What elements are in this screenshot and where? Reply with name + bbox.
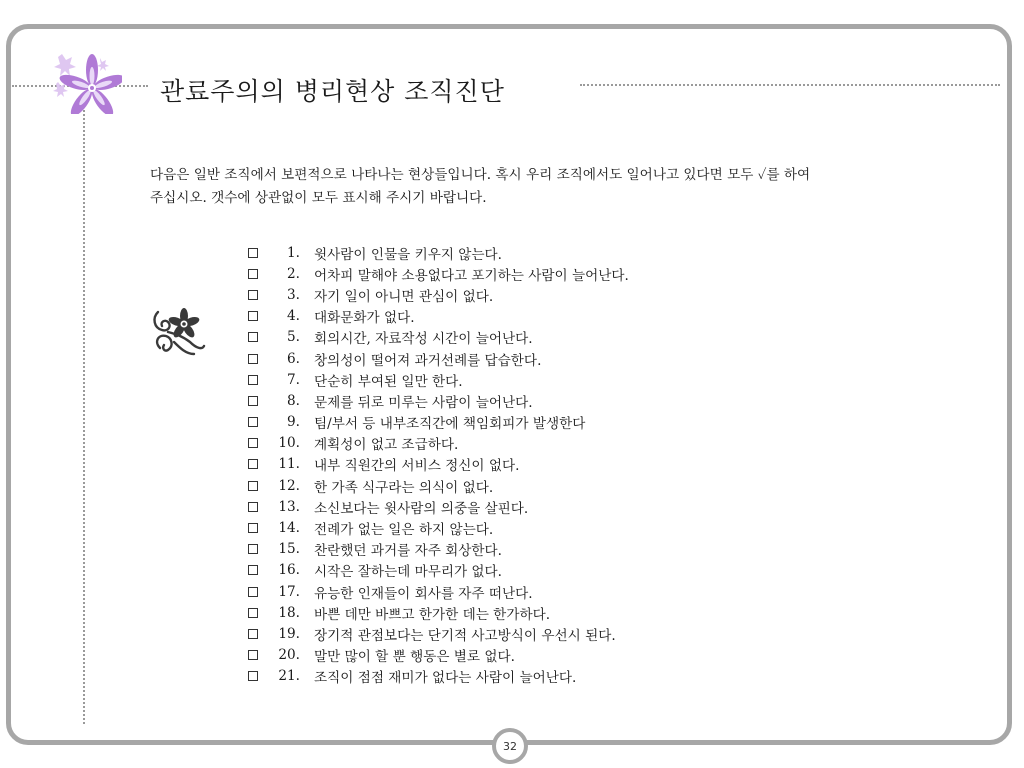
checklist-item (246, 390, 866, 411)
checkbox-icon[interactable] (248, 608, 258, 618)
checkbox-icon[interactable] (248, 523, 258, 533)
item-text: 자기 일이 아니면 관심이 없다. (314, 288, 494, 305)
page-number: 32 (503, 739, 517, 753)
checkbox-icon[interactable] (248, 671, 258, 681)
checkbox-icon[interactable] (248, 481, 258, 491)
item-text: 찬란했던 과거를 자주 회상한다. (314, 543, 502, 560)
item-text: 단순히 부여된 일만 한다. (314, 373, 463, 390)
item-text: 내부 직원간의 서비스 정신이 없다. (314, 458, 520, 475)
item-number: 5. (287, 329, 300, 346)
purple-flower-icon (52, 48, 122, 114)
item-text: 계획성이 없고 조급하다. (314, 437, 459, 454)
checkbox-icon[interactable] (248, 438, 258, 448)
floral-ornament-icon (150, 302, 208, 358)
item-text: 유능한 인재들이 회사를 자주 떠난다. (314, 585, 533, 602)
item-number: 20. (278, 647, 300, 664)
checkbox-icon[interactable] (248, 544, 258, 554)
checklist-item (246, 242, 866, 263)
item-number: 13. (278, 498, 300, 515)
item-text: 시작은 잘하는데 마무리가 없다. (314, 564, 502, 581)
checklist-item (246, 433, 866, 454)
checkbox-icon[interactable] (248, 269, 258, 279)
item-text: 창의성이 떨어져 과거선례를 답습한다. (314, 352, 542, 369)
item-number: 8. (287, 392, 300, 409)
checklist-item (246, 327, 866, 348)
item-text: 말만 많이 할 뿐 행동은 별로 없다. (314, 649, 515, 666)
item-number: 14. (278, 520, 300, 537)
checklist-item (246, 412, 866, 433)
item-number: 21. (278, 668, 300, 685)
checklist-item (246, 348, 866, 369)
checkbox-icon[interactable] (248, 650, 258, 660)
checklist-item (246, 284, 866, 305)
item-text: 조직이 점점 재미가 없다는 사람이 늘어난다. (314, 670, 577, 687)
item-number: 7. (287, 371, 300, 388)
item-number: 15. (278, 541, 300, 558)
checklist-item (246, 369, 866, 390)
item-number: 6. (287, 350, 300, 367)
item-number: 16. (278, 562, 300, 579)
checkbox-icon[interactable] (248, 502, 258, 512)
checklist-item (246, 623, 866, 644)
instructions-line-2: 주십시오. 갯수에 상관없이 모두 표시해 주시기 바랍니다. (150, 190, 487, 206)
instructions-line-1: 다음은 일반 조직에서 보편적으로 나타나는 현상들입니다. 혹시 우리 조직에서도 일어나고 있다면 모두 ✓를 하여 (150, 167, 811, 183)
checkbox-icon[interactable] (248, 375, 258, 385)
checklist-item (246, 666, 866, 687)
item-text: 문제를 뒤로 미루는 사람이 늘어난다. (314, 394, 533, 411)
item-text: 한 가족 식구라는 의식이 없다. (314, 479, 494, 496)
checkbox-icon[interactable] (248, 629, 258, 639)
item-number: 19. (278, 625, 300, 642)
checklist (246, 242, 866, 687)
item-text: 장기적 관점보다는 단기적 사고방식이 우선시 된다. (314, 627, 616, 644)
checkbox-icon[interactable] (248, 332, 258, 342)
checklist-item (246, 560, 866, 581)
checkbox-icon[interactable] (248, 587, 258, 597)
item-text: 대화문화가 없다. (314, 310, 415, 327)
page-number-badge (492, 728, 528, 764)
checklist-item (246, 263, 866, 284)
page-title: 관료주의의 병리현상 조직진단 (160, 77, 505, 106)
checklist-item (246, 475, 866, 496)
checkbox-icon[interactable] (248, 311, 258, 321)
checklist-item (246, 306, 866, 327)
item-number: 9. (287, 414, 300, 431)
instructions (150, 164, 950, 210)
item-number: 18. (278, 604, 300, 621)
item-number: 10. (278, 435, 300, 452)
checklist-item (246, 645, 866, 666)
checkbox-icon[interactable] (248, 417, 258, 427)
dotted-rule-right (580, 84, 1000, 86)
item-number: 12. (278, 477, 300, 494)
item-number: 1. (287, 244, 300, 261)
checkbox-icon[interactable] (248, 396, 258, 406)
item-text: 바쁜 데만 바쁘고 한가한 데는 한가하다. (314, 606, 551, 623)
checklist-item (246, 602, 866, 623)
item-number: 17. (278, 583, 300, 600)
checkbox-icon[interactable] (248, 565, 258, 575)
item-number: 11. (278, 456, 300, 473)
item-text: 회의시간, 자료작성 시간이 늘어난다. (314, 331, 533, 348)
checklist-item (246, 539, 866, 560)
checkbox-icon[interactable] (248, 248, 258, 258)
checklist-item (246, 496, 866, 517)
checkbox-icon[interactable] (248, 290, 258, 300)
checkbox-icon[interactable] (248, 459, 258, 469)
item-number: 3. (287, 286, 300, 303)
item-text: 소신보다는 윗사람의 의중을 살핀다. (314, 500, 529, 517)
item-number: 2. (287, 265, 300, 282)
checklist-item (246, 454, 866, 475)
checklist-item (246, 517, 866, 538)
item-number: 4. (287, 308, 300, 325)
checkbox-icon[interactable] (248, 354, 258, 364)
checklist-item (246, 581, 866, 602)
item-text: 어차피 말해야 소용없다고 포기하는 사람이 늘어난다. (314, 267, 629, 284)
item-text: 팀/부서 등 내부조직간에 책임회피가 발생한다 (314, 416, 586, 433)
dotted-rule-vertical (83, 110, 85, 724)
item-text: 전례가 없는 일은 하지 않는다. (314, 522, 494, 539)
item-text: 윗사람이 인물을 키우지 않는다. (314, 246, 502, 263)
